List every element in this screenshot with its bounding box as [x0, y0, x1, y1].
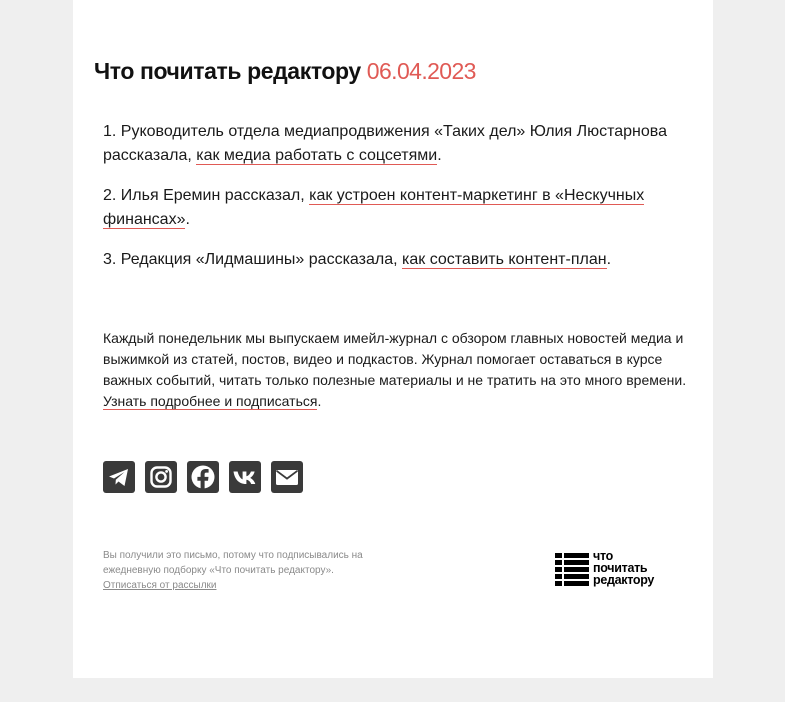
logo-line: что	[593, 549, 613, 563]
subscribe-link[interactable]: Узнать подробнее и подписаться	[103, 393, 318, 409]
list-item	[103, 184, 683, 232]
page-title	[94, 58, 476, 85]
item-text: 2. Илья Еремин рассказал,	[103, 187, 310, 204]
instagram-icon[interactable]	[145, 461, 177, 493]
logo-line: почитать	[593, 561, 648, 575]
about-section	[103, 328, 687, 412]
about-tail: .	[317, 393, 322, 409]
logo-wordmark	[593, 550, 654, 586]
article-link-content-plan[interactable]: как составить контент-план	[402, 251, 607, 268]
email-icon[interactable]	[271, 461, 303, 493]
about-text: Каждый понедельник мы выпускаем имейл-журнал с обзором главных новостей медиа и выжимкой из статей, постов, видео и подкастов. Журнал помогает оставаться в курсе важных событий, читать только полезные материалы и не тратить на это много времени.	[103, 330, 687, 388]
telegram-icon[interactable]	[103, 461, 135, 493]
logo-stripes-icon	[555, 553, 589, 587]
email-card	[73, 0, 713, 678]
vk-icon[interactable]	[229, 461, 261, 493]
item-text: 1. Руководитель отдела медиапродвижения «Таких дел» Юлия Люстарнова рассказала,	[103, 123, 667, 164]
social-links	[103, 461, 303, 493]
list-item	[103, 248, 683, 272]
footer-text: Вы получили это письмо, потому что подписывались на ежедневную подборку «Что почитать редактору».	[103, 550, 363, 576]
item-tail: .	[606, 251, 612, 268]
article-list	[103, 120, 683, 288]
about-paragraph	[103, 328, 687, 412]
article-link-social-media[interactable]: как медиа работать с соцсетями	[196, 147, 438, 164]
footer	[103, 548, 393, 593]
logo-line: редактору	[593, 573, 655, 587]
facebook-icon[interactable]	[187, 461, 219, 493]
title-text: Что почитать редактору	[94, 58, 361, 84]
item-tail: .	[185, 211, 190, 228]
item-tail: .	[437, 147, 442, 164]
unsubscribe-link[interactable]: Отписаться от рассылки	[103, 580, 217, 591]
article-link-content-marketing[interactable]: как устроен контент-маркетинг в «Нескучных финансах»	[103, 187, 645, 228]
issue-date: 06.04.2023	[366, 58, 476, 84]
item-text: 3. Редакция «Лидмашины» рассказала,	[103, 251, 402, 268]
brand-logo[interactable]	[555, 550, 685, 590]
list-item	[103, 120, 683, 168]
